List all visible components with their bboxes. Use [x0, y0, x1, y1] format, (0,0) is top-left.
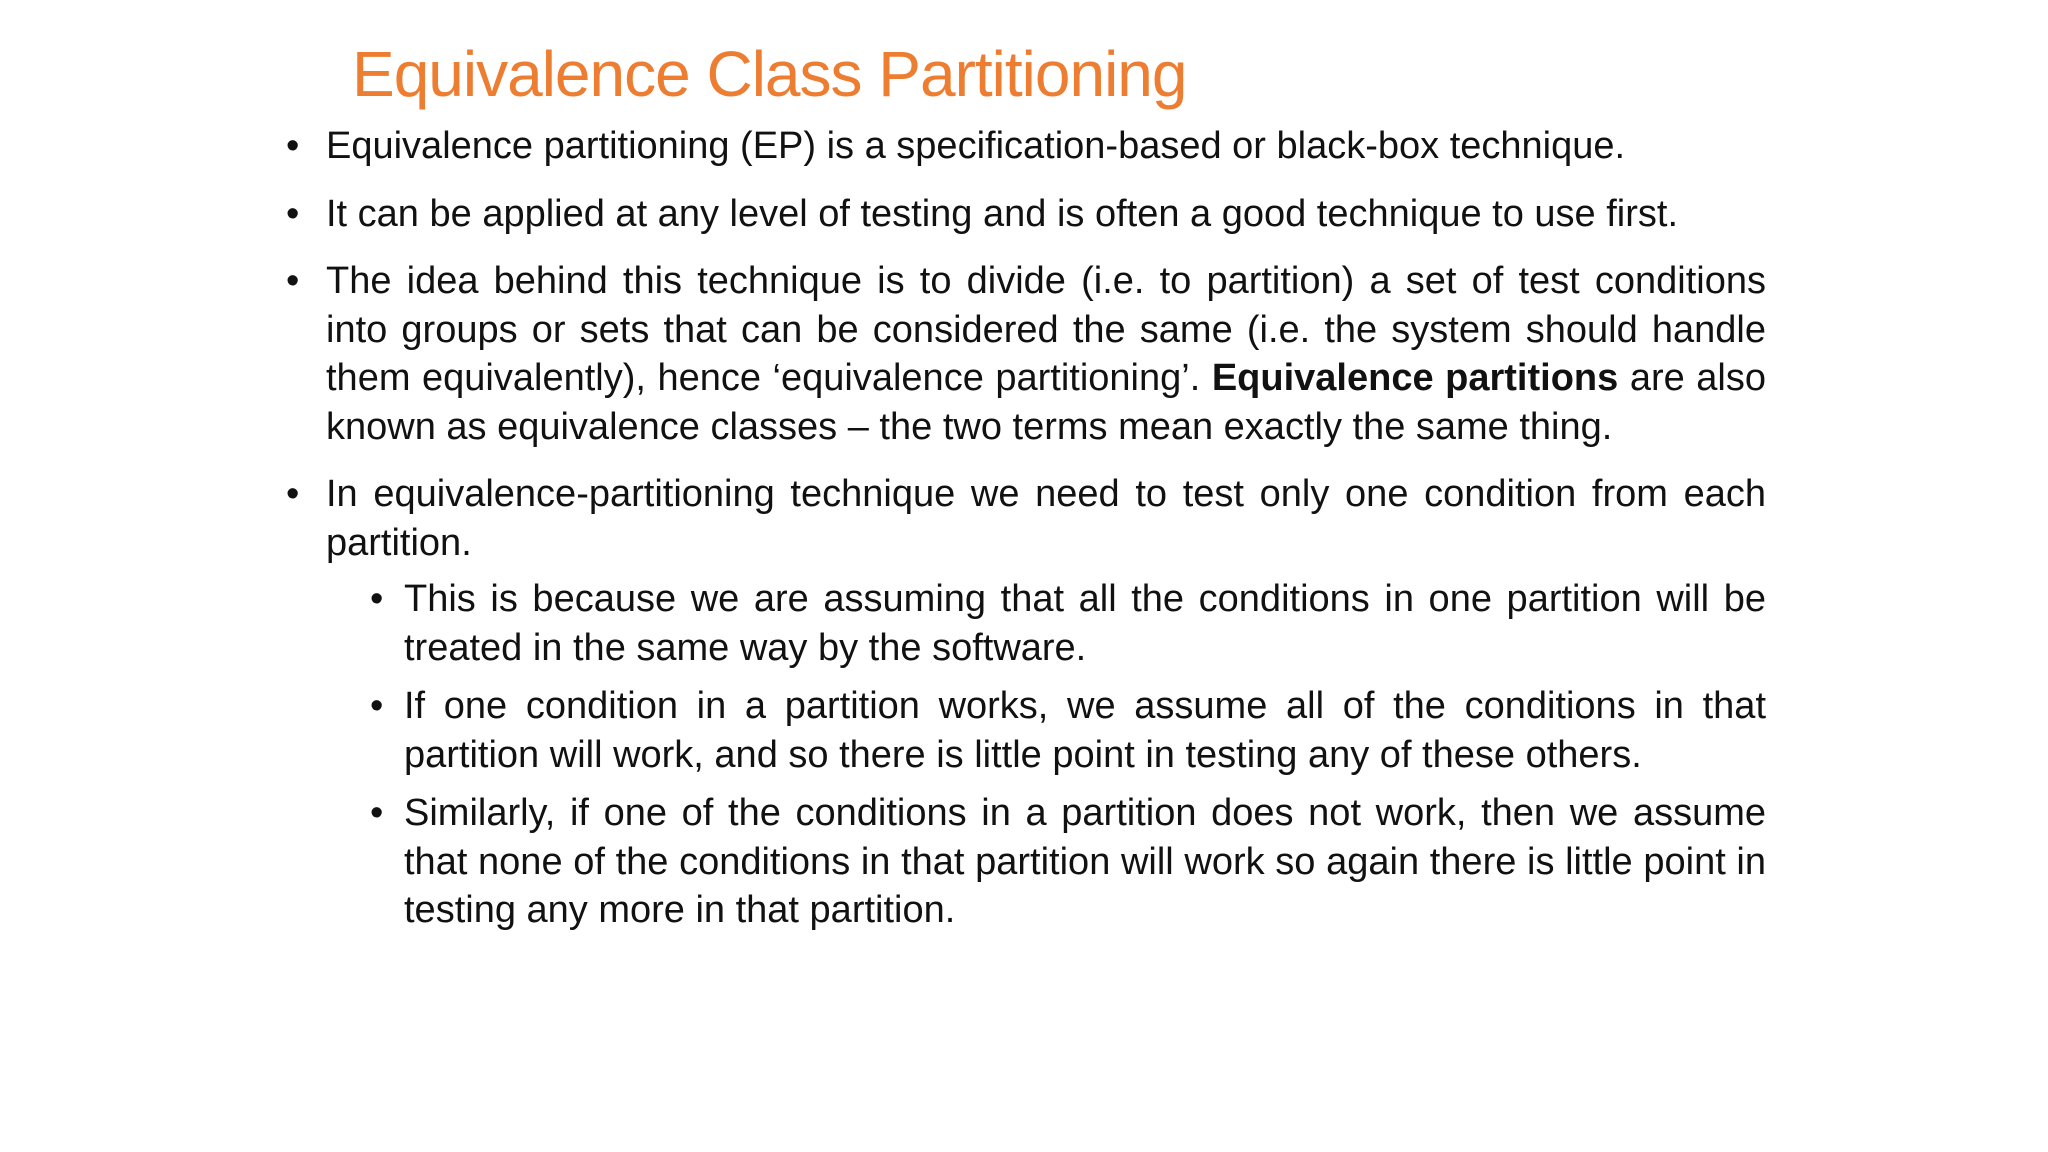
sub-bullet-icon: •	[370, 578, 384, 620]
sub-bullet-list	[326, 575, 1766, 935]
bullet-list	[282, 122, 1766, 935]
sub-bullet-icon: •	[370, 685, 384, 727]
bullet-item	[282, 470, 1766, 935]
bullet-icon: •	[286, 192, 300, 235]
sub-bullet-icon: •	[370, 792, 384, 834]
sub-bullet-text: This is because we are assuming that all the conditions in one partition will be treated in the same way by the software.	[404, 578, 1766, 669]
bullet-text: In equivalence-partitioning technique we need to test only one condition from each partition.	[326, 473, 1766, 564]
bullet-icon: •	[286, 260, 300, 302]
bullet-item	[282, 122, 1766, 171]
sub-bullet-item	[370, 575, 1766, 672]
bullet-icon: •	[286, 125, 300, 167]
sub-bullet-item	[370, 682, 1766, 779]
sub-bullet-item	[370, 789, 1766, 935]
slide-content	[282, 122, 1766, 954]
bullet-text-before: The idea behind this technique is to divide (i.e. to partition) a set of test conditions into groups or sets that can be considered the same (i.e. the system should handle them equivalently), hence ‘equivalence partitioning’.	[326, 260, 1766, 399]
bullet-text-after: are also known as equivalence classes – the two terms mean exactly the same thing.	[326, 357, 1766, 448]
sub-bullet-text: Similarly, if one of the conditions in a partition does not work, then we assume that none of the conditions in that partition will work so again there is little point in testing any more in that partition.	[404, 792, 1766, 931]
bullet-item	[282, 190, 1766, 239]
bullet-icon: •	[286, 473, 300, 515]
slide-title: Equivalence Class Partitioning	[352, 38, 1187, 110]
bullet-text: It can be applied at any level of testing and is often a good technique to use first.	[326, 192, 1679, 235]
bullet-bold-term: Equivalence partitions	[1211, 357, 1619, 399]
bullet-item	[282, 257, 1766, 451]
sub-bullet-text: If one condition in a partition works, we assume all of the conditions in that partition will work, and so there is little point in testing any of these others.	[404, 685, 1766, 776]
bullet-text: Equivalence partitioning (EP) is a specification-based or black-box technique.	[326, 125, 1626, 167]
